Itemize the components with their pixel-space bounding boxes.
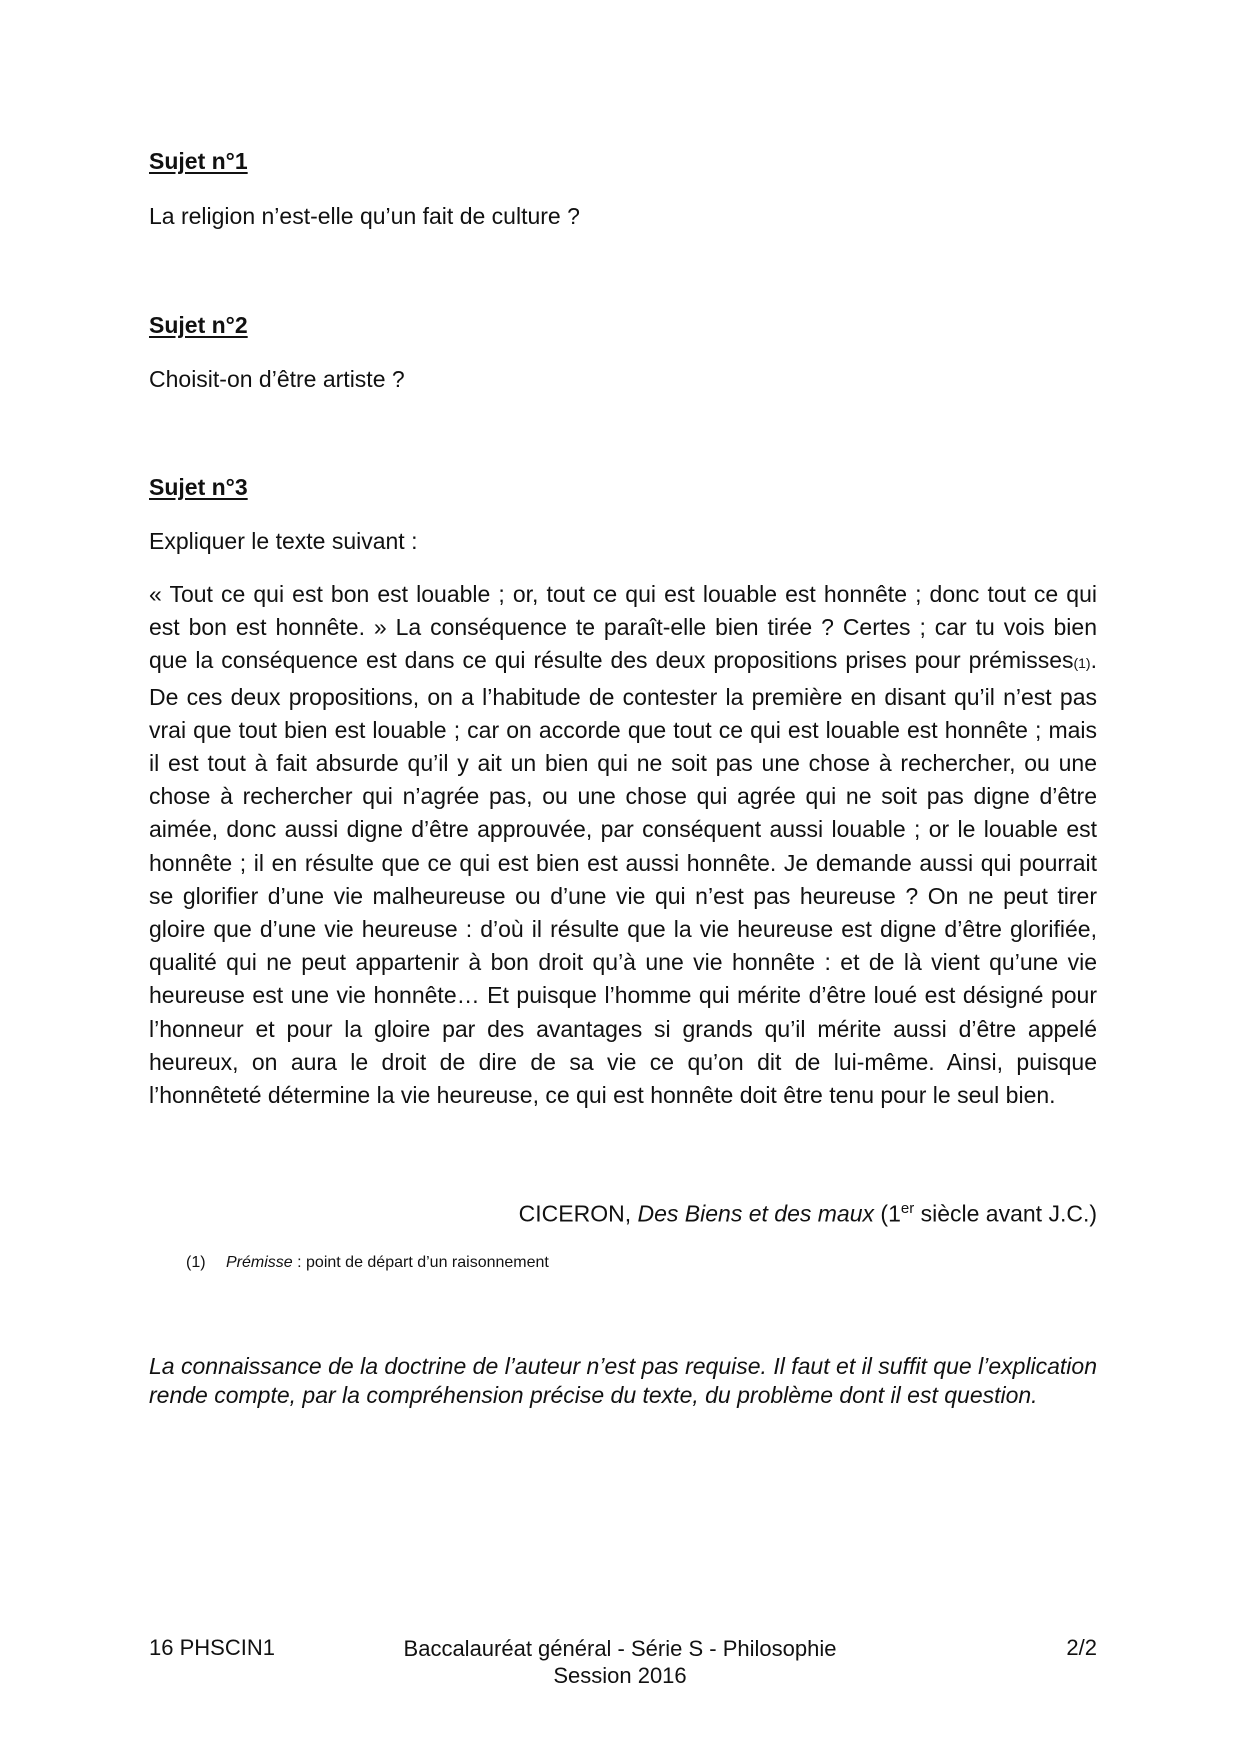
subject-2-heading: Sujet n°2 [149, 312, 248, 338]
footnote-definition: : point de départ d’un raisonnement [292, 1254, 549, 1271]
subject-3-instruction: Expliquer le texte suivant : [149, 528, 418, 554]
footer-code: 16 PHSCIN1 [149, 1635, 275, 1660]
footer-center [370, 1635, 870, 1689]
footer-page-number: 2/2 [1066, 1635, 1097, 1660]
text-part-1: « Tout ce qui est bon est louable ; or, tout ce qui est louable est honnête ; donc tout ce qui est bon est honnête. » La conséquence te paraît-elle bien tirée ? Certes ; car tu vois bien que la conséquence est dans ce qui résulte des deux propositions prises pour prémisses [149, 581, 1097, 674]
subject-1-question: La religion n’est-elle qu’un fait de culture ? [149, 203, 580, 229]
footnote [186, 1254, 549, 1272]
citation-date-rest: siècle avant J.C.) [914, 1200, 1097, 1227]
footnote-term: Prémisse [226, 1254, 293, 1271]
citation [519, 1200, 1097, 1228]
subject-3-heading: Sujet n°3 [149, 474, 248, 500]
citation-date-open: (1 [874, 1200, 901, 1227]
subject-1-heading: Sujet n°1 [149, 148, 248, 174]
footer-exam-title: Baccalauréat général - Série S - Philosophie [403, 1636, 837, 1661]
footnote-reference: (1) [1073, 655, 1091, 672]
footer-session: Session 2016 [553, 1663, 687, 1688]
text-part-2: . De ces deux propositions, on a l’habitude de contester la première en disant qu’il n’est pas vrai que tout bien est louable ; car on accorde que tout ce qui est louable est honnête ; mais il est tout à fait absurde qu’il y ait un bien qui ne soit pas une chose à rechercher, ou une chose à rechercher qui n’agrée pas, ou une chose qui agrée qui ne soit pas digne d’être aimée, donc aussi digne d’être approuvée, par conséquent aussi louable ; or le louable est honnête ; il en résulte que ce qui est bien est aussi honnête. Je demande aussi qui pourrait se glorifier d’une vie malheureuse ou d’une vie qui n’est pas heureuse ? On ne peut tirer gloire que d’une vie heureuse : d’où il résulte que la vie heureuse est digne d’être glorifiée, qualité qui ne peut appartenir à bon droit qu’à une vie honnête : et de là vient qu’une vie heureuse est une vie honnête… Et puisque l’homme qui mérite d’être loué est désigné pour l’honneur et pour la gloire par des avantages si grands qu’il mérite aussi d’être appelé heureux, on aura le droit de dire de sa vie ce qu’on dit de lui-même. Ainsi, puisque l’honnêteté détermine la vie heureuse, ce qui est honnête doit être tenu pour le seul bien. [149, 647, 1097, 1109]
citation-author: CICERON, [518, 1200, 638, 1227]
citation-date-sup: er [900, 1200, 915, 1217]
citation-work: Des Biens et des maux [637, 1200, 875, 1227]
footnote-number: (1) [186, 1254, 206, 1271]
exam-notice: La connaissance de la doctrine de l’auteur n’est pas requise. Il faut et il suffit que l’explication rende compte, par la compréhension précise du texte, du problème dont il est question. [149, 1353, 1097, 1408]
subject-2-question: Choisit-on d’être artiste ? [149, 366, 405, 392]
philosophy-text [149, 578, 1097, 1112]
